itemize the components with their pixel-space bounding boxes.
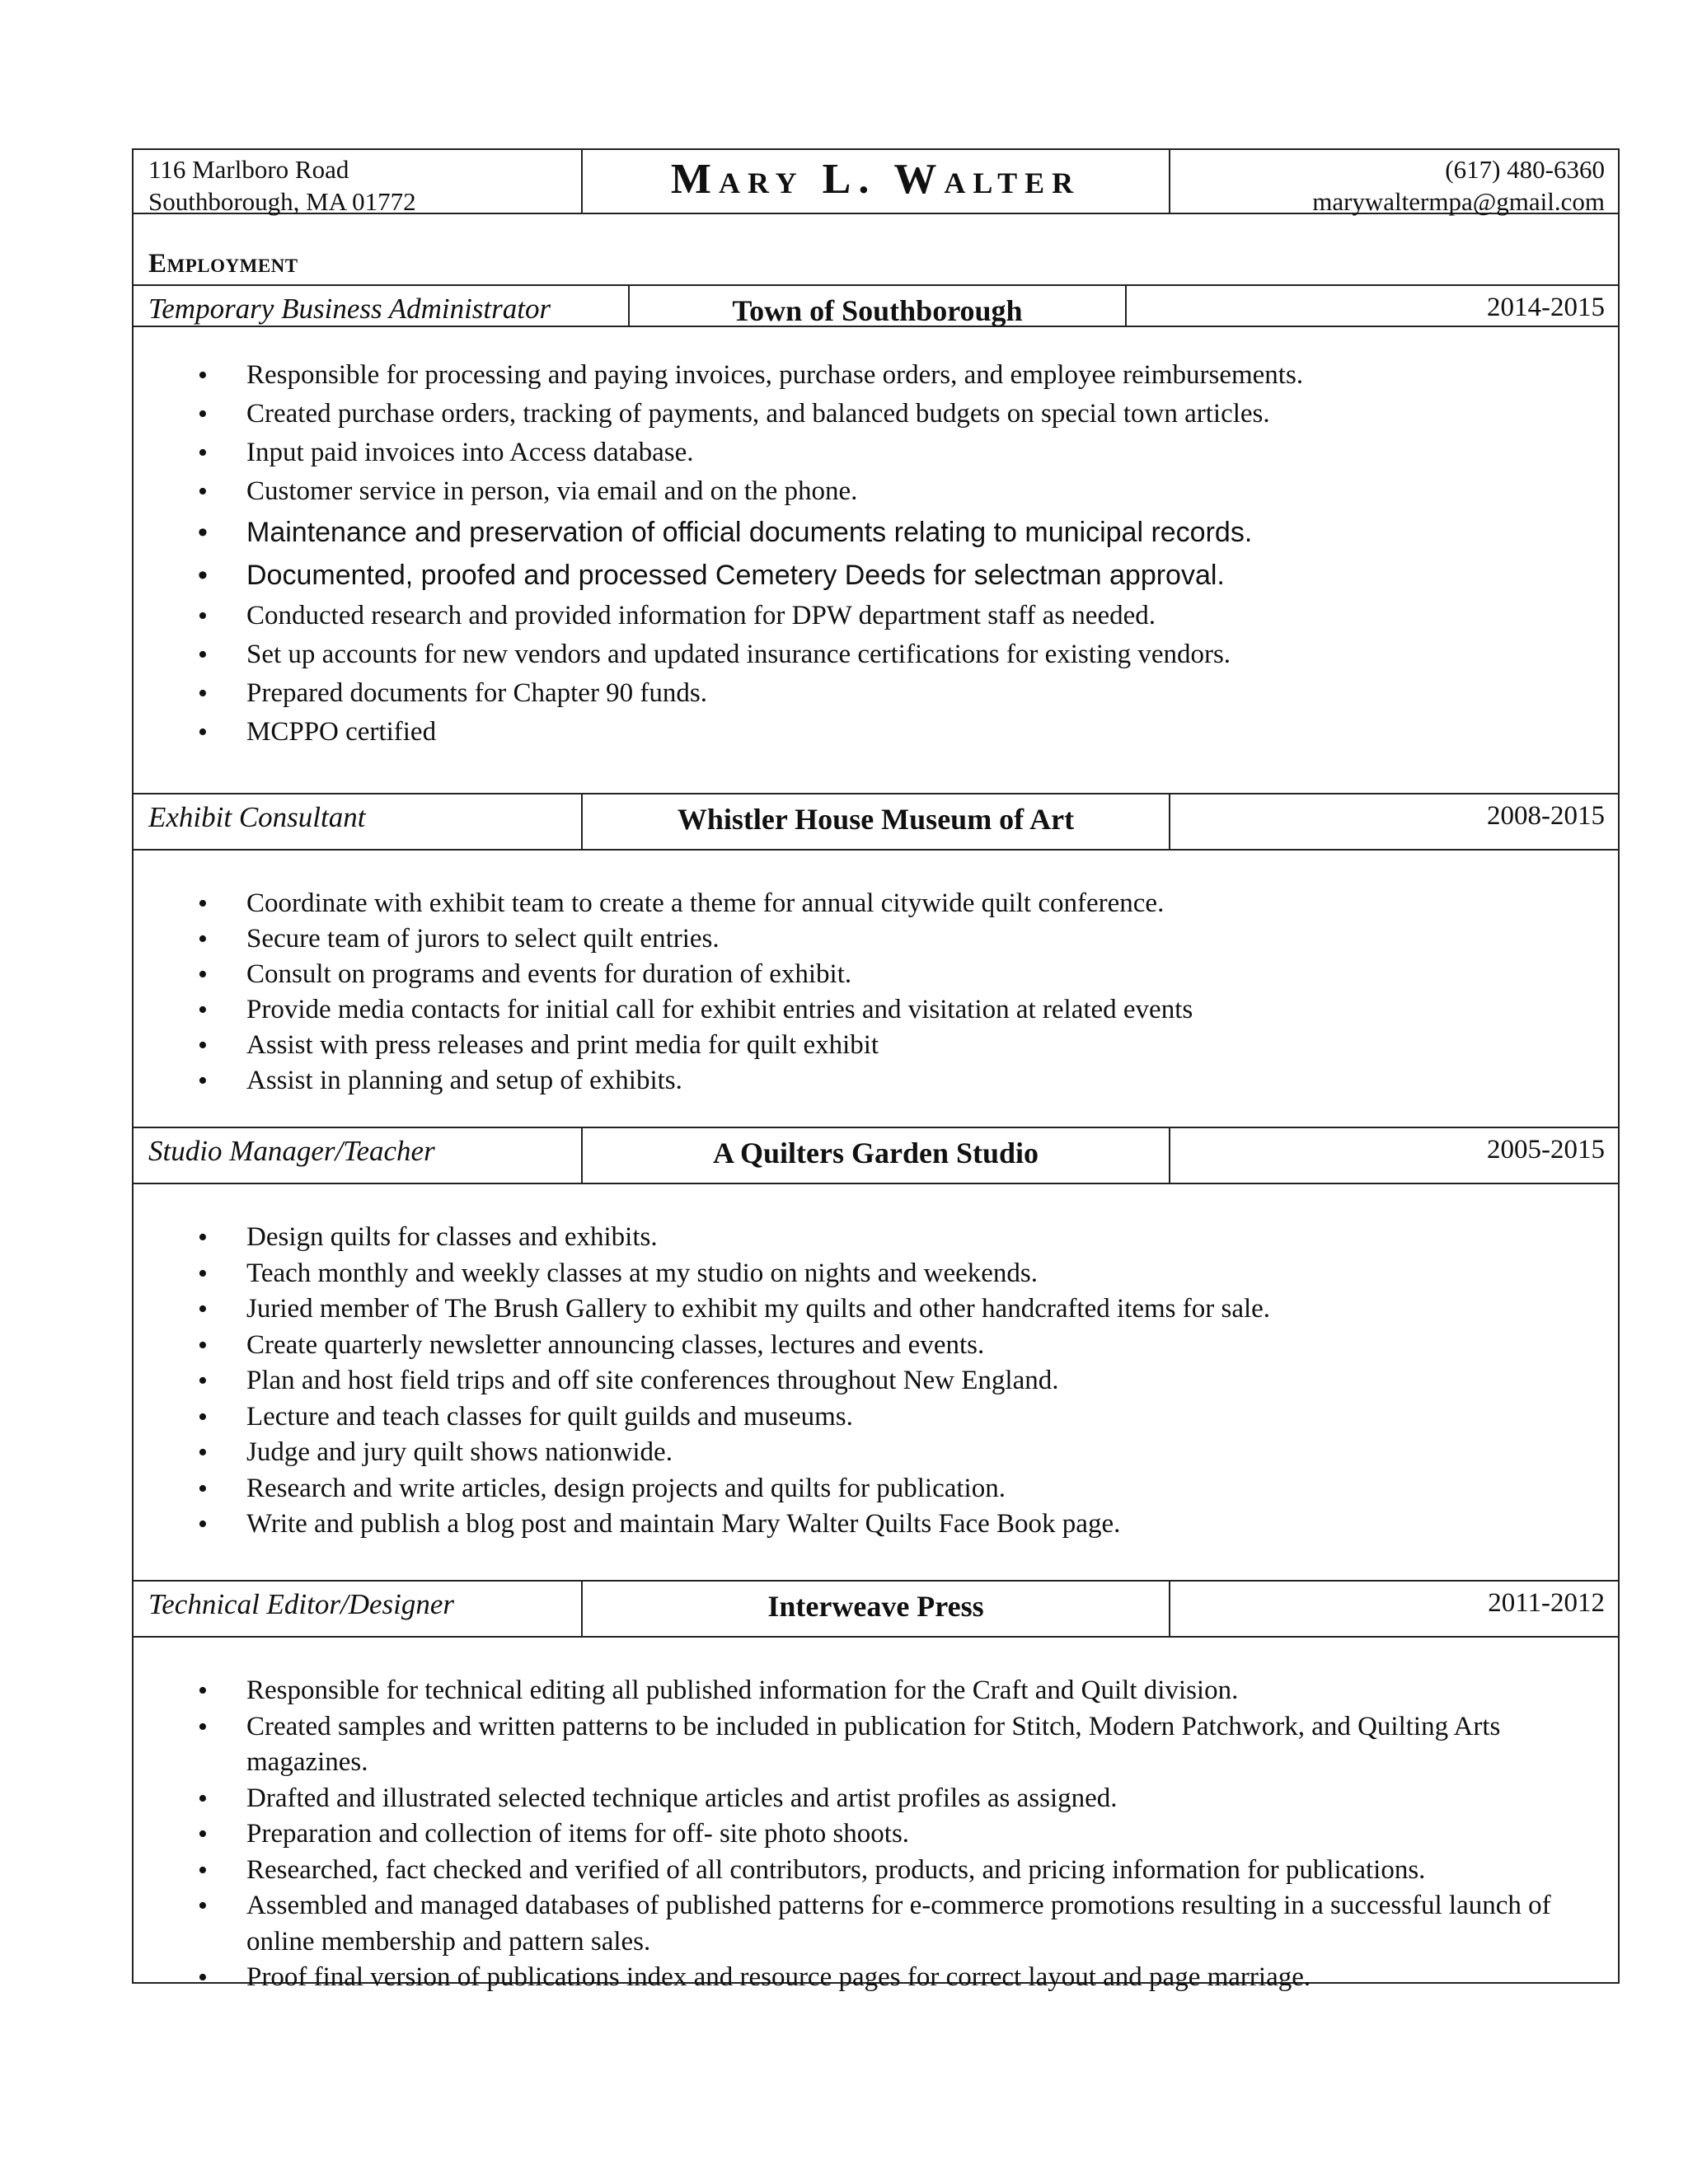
job-dates: 2011-2012	[1488, 1588, 1605, 1618]
job-header-row	[134, 284, 1618, 327]
list-item: • Consult on programs and events for duration of exhibit.	[134, 957, 1618, 992]
list-item: • Responsible for processing and paying invoices, purchase orders, and employee reimbursements.	[134, 356, 1618, 395]
job-bullets	[134, 356, 1618, 752]
list-item: • Customer service in person, via email and on the phone.	[134, 472, 1618, 511]
list-item: • Juried member of The Brush Gallery to exhibit my quilts and other handcrafted items for sale.	[134, 1291, 1618, 1328]
job-dates-cell	[1169, 1582, 1618, 1636]
job-dates-cell	[1169, 1128, 1618, 1183]
job-bullets	[134, 886, 1618, 1099]
phone-number: (617) 480-6360	[1445, 155, 1605, 184]
list-item: • Input paid invoices into Access database.	[134, 434, 1618, 472]
candidate-name: Mary L. Walter	[581, 150, 1169, 213]
job-dates: 2008-2015	[1487, 801, 1605, 831]
list-item: • Set up accounts for new vendors and updated insurance certifications for existing vendors.	[134, 635, 1618, 674]
address-line1: 116 Marlboro Road	[148, 155, 349, 184]
list-item: • MCPPO certified	[134, 713, 1618, 752]
job-organization: A Quilters Garden Studio	[581, 1128, 1169, 1183]
job-header-row	[134, 1127, 1618, 1184]
job-bullets	[134, 1673, 1618, 1996]
job-organization: Interweave Press	[581, 1582, 1169, 1636]
list-item: • Assist in planning and setup of exhibits.	[134, 1063, 1618, 1099]
list-item: • Lecture and teach classes for quilt guilds and museums.	[134, 1399, 1618, 1436]
job-dates-cell	[1169, 794, 1618, 849]
job-organization: Whistler House Museum of Art	[581, 794, 1169, 849]
resume-frame	[132, 148, 1620, 1992]
list-item: • Created samples and written patterns to be included in publication for Stitch, Modern Patchwork, and Quilting Arts magazines.	[134, 1709, 1618, 1781]
header-row	[134, 150, 1618, 214]
address-line2: Southborough, MA 01772	[148, 187, 416, 216]
list-item: • Responsible for technical editing all published information for the Craft and Quilt division.	[134, 1673, 1618, 1709]
list-item: • Plan and host field trips and off site conferences throughout New England.	[134, 1363, 1618, 1399]
list-item: • Prepared documents for Chapter 90 funds.	[134, 674, 1618, 713]
email-address[interactable]: marywaltermpa@gmail.com	[1312, 187, 1605, 216]
list-item: • Drafted and illustrated selected technique articles and artist profiles as assigned.	[134, 1781, 1618, 1817]
list-item: • Secure team of jurors to select quilt entries.	[134, 921, 1618, 957]
job-title: Temporary Business Administrator	[148, 293, 551, 325]
job-title: Studio Manager/Teacher	[148, 1135, 435, 1167]
list-item: • Researched, fact checked and verified of all contributors, products, and pricing information for publications.	[134, 1853, 1618, 1889]
job-title: Exhibit Consultant	[148, 801, 366, 833]
list-item: • Design quilts for classes and exhibits.	[134, 1220, 1618, 1256]
list-item: • Preparation and collection of items for off- site photo shoots.	[134, 1816, 1618, 1853]
list-item: • Teach monthly and weekly classes at my studio on nights and weekends.	[134, 1256, 1618, 1292]
job-header-row	[134, 793, 1618, 851]
list-item: • Judge and jury quilt shows nationwide.	[134, 1435, 1618, 1471]
job-dates: 2014-2015	[1487, 293, 1605, 322]
job-dates: 2005-2015	[1487, 1135, 1605, 1165]
list-item: • Conducted research and provided information for DPW department staff as needed.	[134, 597, 1618, 635]
list-item: • Assembled and managed databases of published patterns for e-commerce promotions resulting in a successful launch of online membership and pattern sales.	[134, 1888, 1618, 1960]
list-item: • Created purchase orders, tracking of payments, and balanced budgets on special town articles.	[134, 395, 1618, 434]
job-bullets	[134, 1220, 1618, 1543]
list-item: • Assist with press releases and print media for quilt exhibit	[134, 1028, 1618, 1063]
job-dates-cell	[1125, 286, 1618, 326]
contact-block	[1169, 150, 1618, 216]
list-item: • Write and publish a blog post and maintain Mary Walter Quilts Face Book page.	[134, 1507, 1618, 1543]
list-item: • Coordinate with exhibit team to create a theme for annual citywide quilt conference.	[134, 886, 1618, 921]
address-block	[134, 150, 581, 216]
list-item: • Proof final version of publications index and resource pages for correct layout and page marriage.	[134, 1960, 1618, 1996]
job-title: Technical Editor/Designer	[148, 1588, 455, 1620]
job-header-row	[134, 1580, 1618, 1638]
list-item: • Create quarterly newsletter announcing classes, lectures and events.	[134, 1328, 1618, 1364]
list-item: • Research and write articles, design projects and quilts for publication.	[134, 1471, 1618, 1507]
section-title-employment: Employment	[148, 249, 298, 279]
list-item: • Documented, proofed and processed Cemetery Deeds for selectman approval.	[134, 554, 1618, 597]
list-item: • Provide media contacts for initial call for exhibit entries and visitation at related events	[134, 992, 1618, 1028]
list-item: • Maintenance and preservation of official documents relating to municipal records.	[134, 511, 1618, 554]
job-organization: Town of Southborough	[628, 286, 1125, 326]
